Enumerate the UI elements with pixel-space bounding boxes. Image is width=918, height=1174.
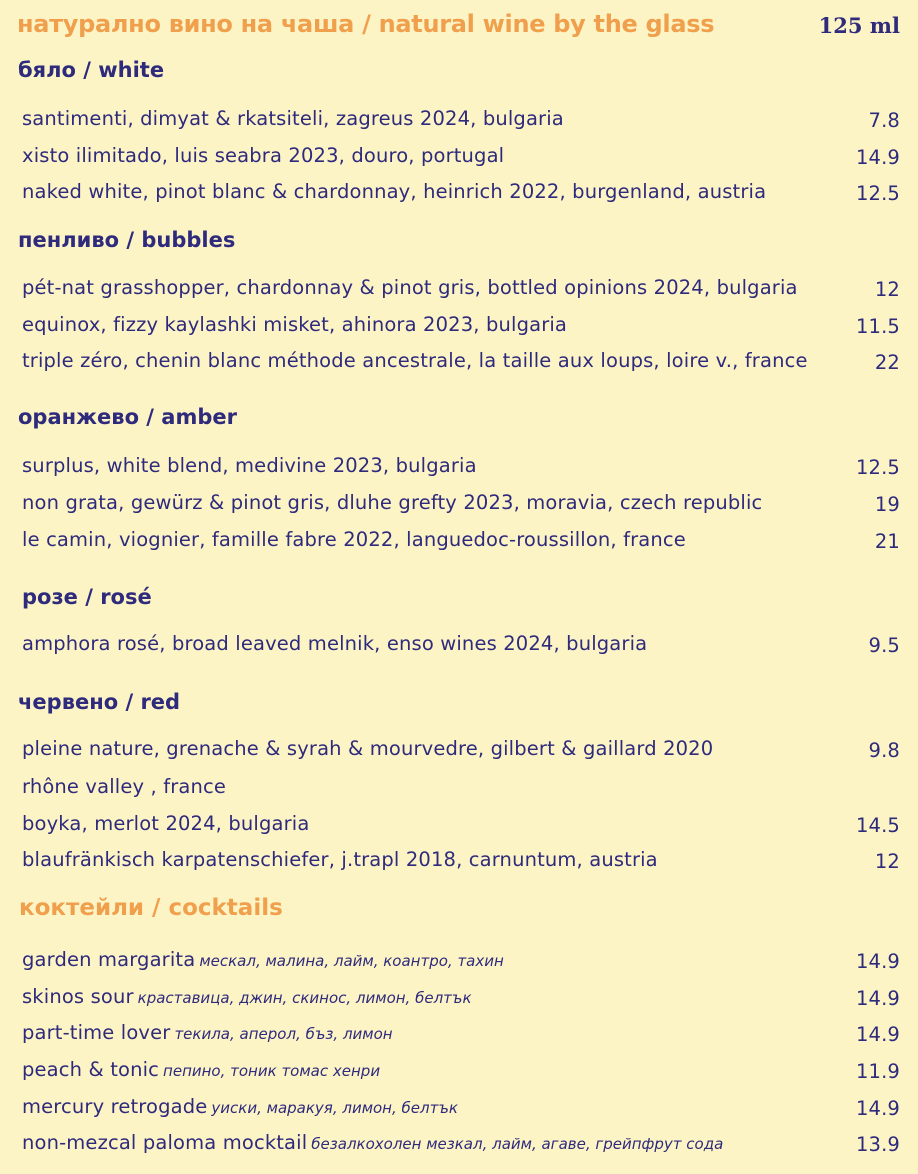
menu-item [22,1058,900,1092]
item-ingredients: мескал, малина, лайм, коантро, тахин [199,952,504,970]
item-name: skinos sour [22,985,134,1008]
cocktail-line [22,985,472,1008]
section-heading-bubbles: пенливо / bubbles [18,228,236,252]
item-name: equinox, fizzy kaylashki misket, ahinora 2023, bulgaria [22,313,568,336]
item-name: naked white, pinot blanc & chardonnay, heinrich 2022, burgenland, austria [22,180,767,203]
item-price: 14.9 [855,987,900,1010]
cocktail-line [22,1095,458,1118]
menu-item-continuation [22,775,900,809]
item-name: garden margarita [22,948,196,971]
menu-item [22,180,900,214]
menu-item [22,985,900,1019]
section-heading-cocktails: коктейли / cocktails [19,895,283,921]
section-heading-red: червено / red [18,690,181,714]
item-price: 14.9 [855,1023,900,1046]
item-price: 13.9 [855,1133,900,1156]
cocktail-line [22,948,504,971]
item-ingredients: уиски, маракуя, лимон, белтък [211,1099,458,1117]
menu-item [22,144,900,178]
item-price: 21 [874,530,900,553]
menu-item [22,1095,900,1129]
item-price: 9.5 [868,634,900,657]
item-name: xisto ilimitado, luis seabra 2023, douro, portugal [22,144,505,167]
menu-item [22,812,900,846]
item-name: surplus, white blend, medivine 2023, bulgaria [22,454,477,477]
menu-item [22,948,900,982]
item-price: 12 [874,278,900,301]
item-name: boyka, merlot 2024, bulgaria [22,812,310,835]
item-price: 12.5 [855,182,900,205]
item-price: 14.9 [855,1097,900,1120]
menu-item [22,1131,900,1165]
item-name: santimenti, dimyat & rkatsiteli, zagreus 2024, bulgaria [22,107,564,130]
menu-item [22,276,900,310]
item-region: rhône valley , france [22,775,227,798]
item-price: 22 [874,351,900,374]
item-price: 7.8 [868,109,900,132]
item-name: part-time lover [22,1021,171,1044]
item-name: non-mezcal paloma mocktail [22,1131,308,1154]
item-name: mercury retrogade [22,1095,208,1118]
cocktail-line [22,1131,723,1154]
item-ingredients: текила, аперол, бъз, лимон [174,1025,393,1043]
item-price: 14.9 [855,146,900,169]
serving-volume: 125 ml [818,13,900,38]
item-price: 11.9 [855,1060,900,1083]
menu-item [22,632,900,666]
menu-item [22,737,900,771]
menu-item [22,107,900,141]
menu-item [22,313,900,347]
item-price: 9.8 [868,739,900,762]
menu-title: натурално вино на чаша / natural wine by the glass [17,10,715,38]
menu-item [22,528,900,562]
menu-item [22,454,900,488]
item-name: peach & tonic [22,1058,160,1081]
item-name: amphora rosé, broad leaved melnik, enso wines 2024, bulgaria [22,632,648,655]
item-name: pleine nature, grenache & syrah & mourvedre, gilbert & gaillard 2020 [22,737,714,760]
item-ingredients: безалкохолен мезкал, лайм, агаве, грейпфрут сода [311,1135,724,1153]
section-heading-white: бяло / white [18,58,165,82]
item-name: non grata, gewürz & pinot gris, dluhe grefty 2023, moravia, czech republic [22,491,763,514]
menu-item [22,848,900,882]
item-price: 12 [874,850,900,873]
item-ingredients: краставица, джин, скинос, лимон, белтък [137,989,472,1007]
item-name: le camin, viognier, famille fabre 2022, languedoc-roussillon, france [22,528,686,551]
section-heading-rose: розе / rosé [22,585,152,609]
cocktail-line [22,1021,393,1044]
cocktail-line [22,1058,380,1081]
item-price: 12.5 [855,456,900,479]
item-price: 14.5 [855,814,900,837]
item-price: 14.9 [855,950,900,973]
menu-item [22,1021,900,1055]
item-name: triple zéro, chenin blanc méthode ancestrale, la taille aux loups, loire v., france [22,349,808,372]
item-name: pét-nat grasshopper, chardonnay & pinot gris, bottled opinions 2024, bulgaria [22,276,798,299]
menu-item [22,349,900,383]
section-heading-amber: оранжево / amber [18,405,237,429]
item-ingredients: пепино, тоник томас хенри [163,1062,381,1080]
menu-item [22,491,900,525]
item-name: blaufränkisch karpatenschiefer, j.trapl 2018, carnuntum, austria [22,848,658,871]
item-price: 19 [874,493,900,516]
item-price: 11.5 [855,315,900,338]
